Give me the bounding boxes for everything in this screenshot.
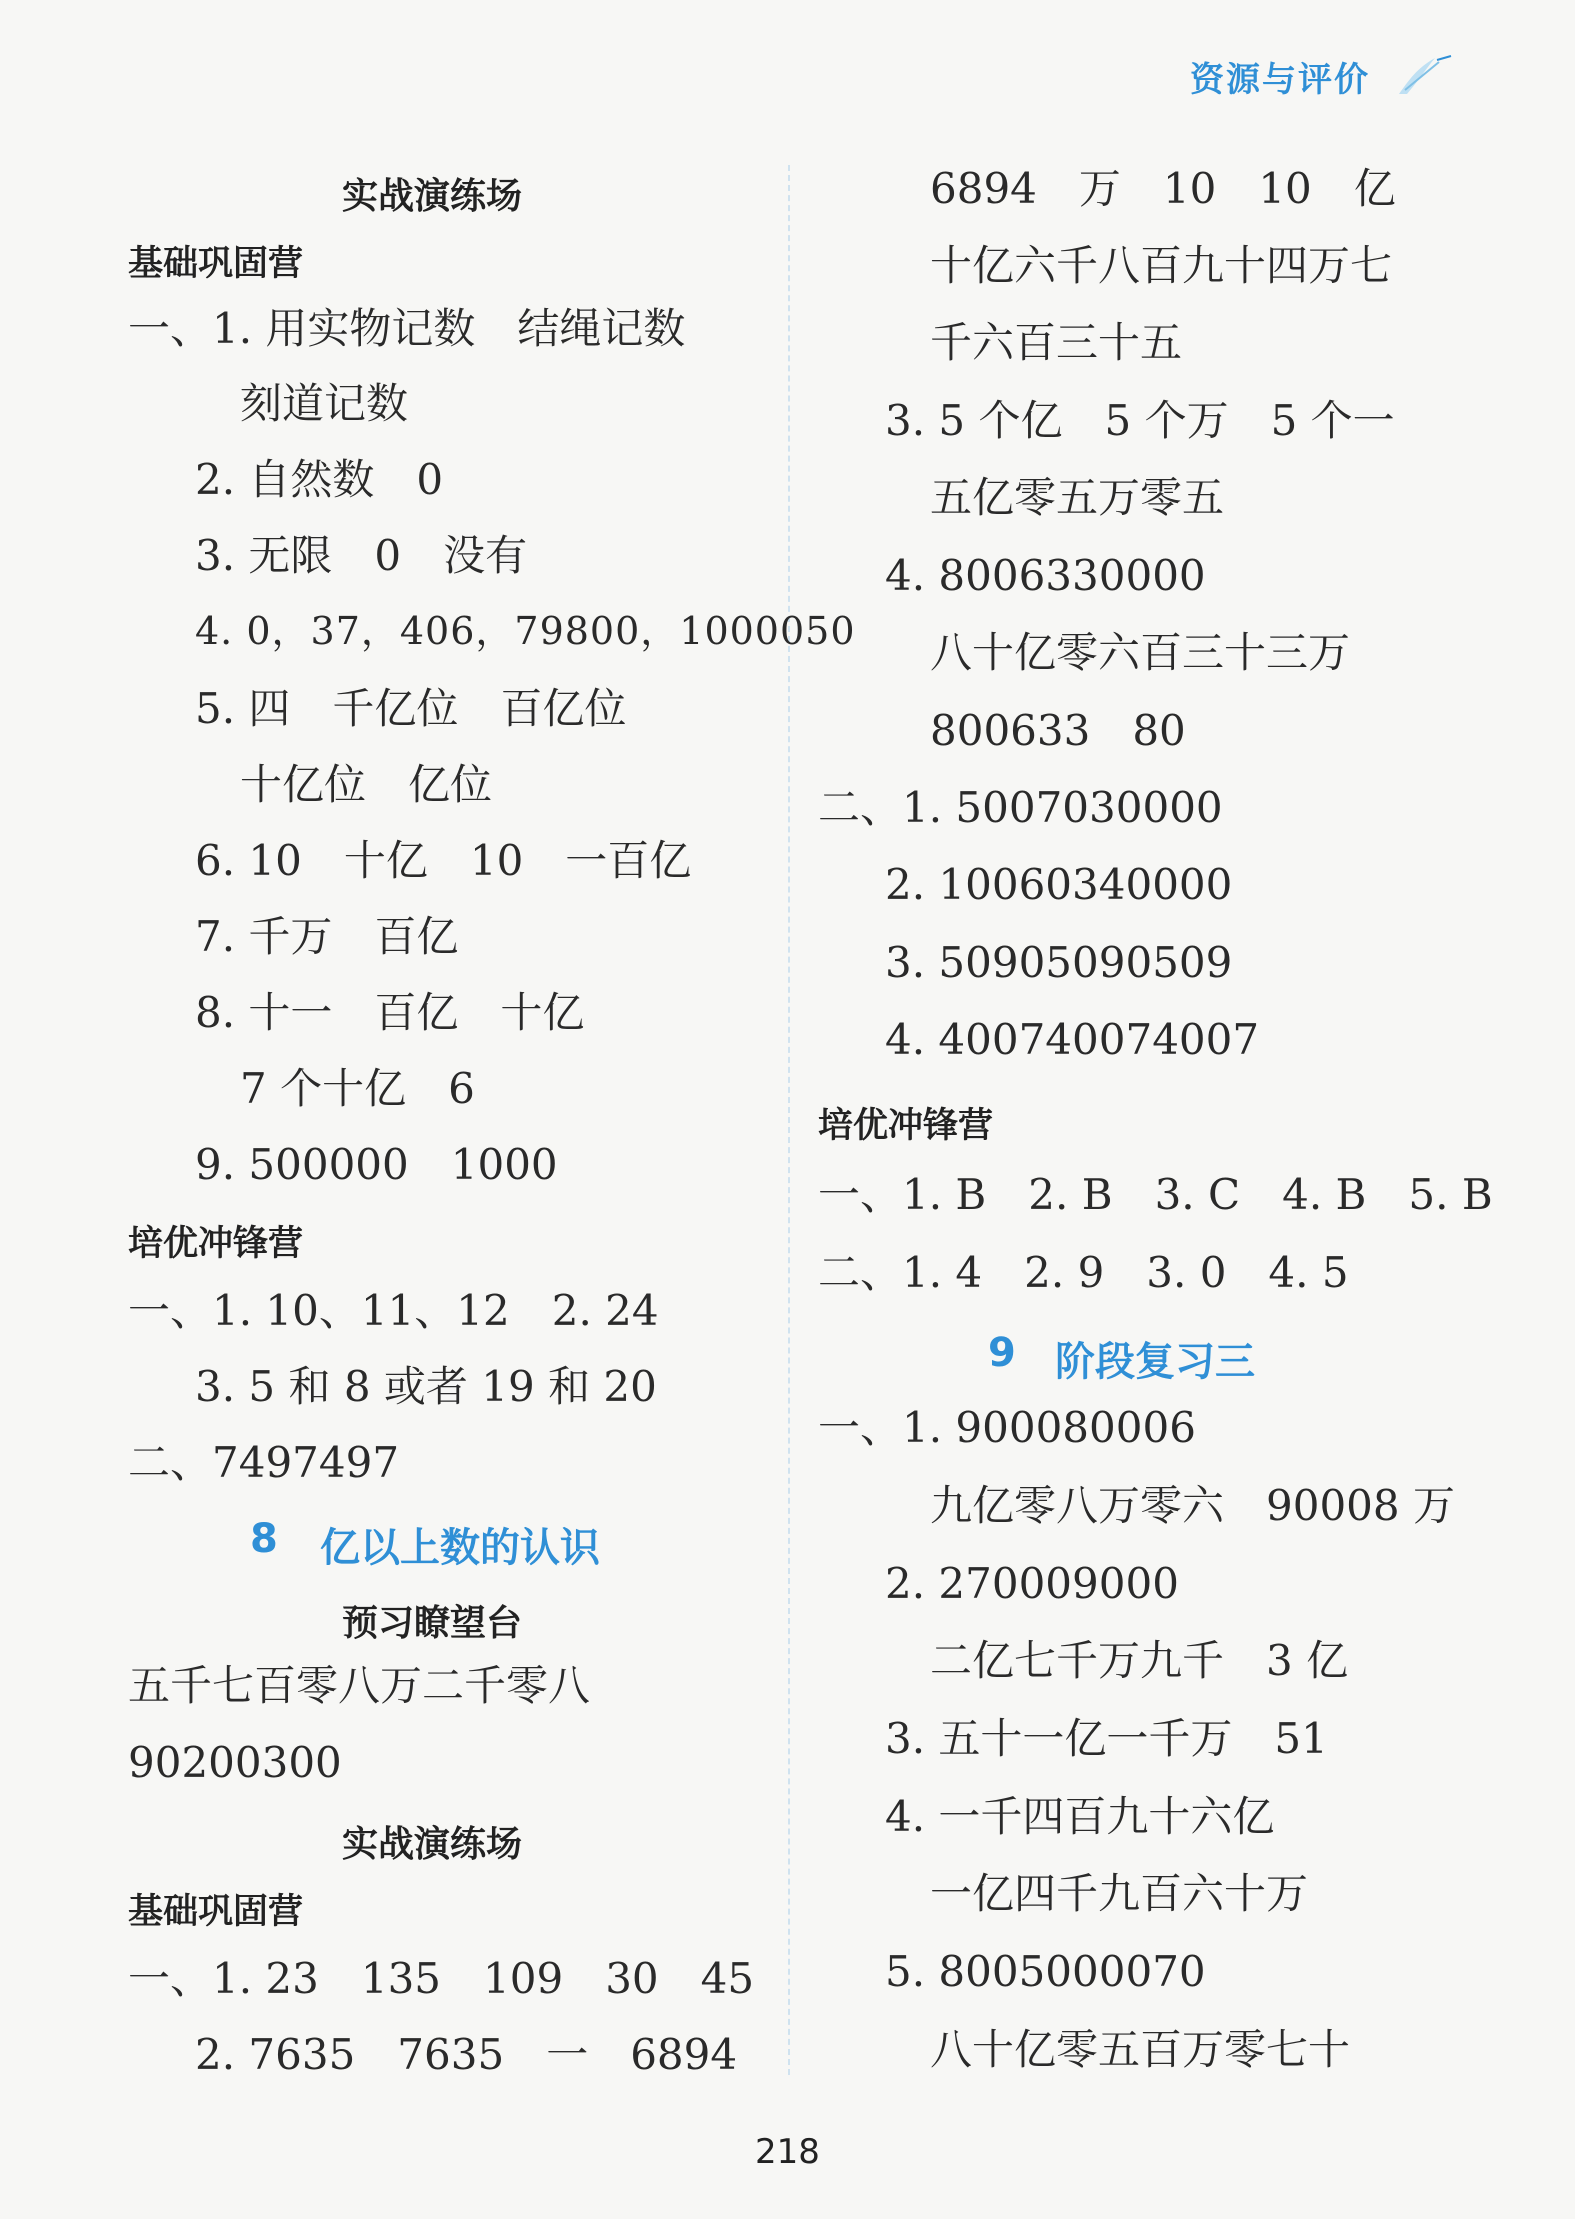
answer-line: 8. 十一 百亿 十亿 [195,988,585,1037]
answer-line: 3. 5 个亿 5 个万 5 个一 [885,396,1395,445]
answer-line: 八十亿零五百万零七十 [930,2025,1351,2074]
answer-line: 刻道记数 [240,379,409,428]
answer-line: 十亿位 亿位 [240,760,493,809]
chapter-number: 9 [988,1330,1016,1376]
answer-line: 五亿零五万零五 [930,473,1225,522]
column-divider [788,165,790,2075]
section-title: 预习瞭望台 [342,1603,523,1644]
subsection-title: 培优冲锋营 [128,1224,304,1264]
answer-line: 3. 无限 0 没有 [195,531,528,580]
answer-line: 5. 四 千亿位 百亿位 [195,684,627,733]
chapter-number: 8 [250,1516,278,1562]
answer-line: 6894 万 10 10 亿 [930,164,1396,213]
answer-line: 9. 500000 1000 [195,1140,558,1189]
answer-line: 2. 270009000 [885,1559,1179,1608]
answer-line: 3. 50905090509 [885,938,1233,987]
answer-line: 4. 8006330000 [885,551,1206,600]
answer-line: 千六百三十五 [930,318,1183,367]
answer-line: 一、1. 10、11、12 2. 24 [128,1286,659,1335]
section-title: 实战演练场 [342,1824,523,1865]
answer-line: 二、1. 5007030000 [818,783,1223,832]
chapter-title: 亿以上数的认识 [320,1525,600,1571]
feather-icon [1395,50,1455,100]
answer-line: 4. 400740074007 [885,1015,1260,1064]
answer-line: 一、1. 用实物记数 结绳记数 [128,304,686,353]
answer-line: 五千七百零八万二千零八 [128,1661,591,1710]
answer-line: 二、1. 4 2. 9 3. 0 4. 5 [818,1248,1349,1297]
answer-line: 一、1. 900080006 [818,1403,1196,1452]
answer-line: 7 个十亿 6 [240,1064,475,1113]
answer-line: 7. 千万 百亿 [195,912,459,961]
answer-line: 800633 80 [930,706,1186,755]
answer-line: 90200300 [128,1738,342,1787]
answer-line: 3. 五十一亿一千万 51 [885,1714,1328,1763]
answer-line: 一、1. B 2. B 3. C 4. B 5. B [818,1170,1493,1219]
subsection-title: 基础巩固营 [128,244,304,284]
subsection-title: 基础巩固营 [128,1892,304,1932]
page-number: 218 [755,2132,820,2172]
answer-line: 八十亿零六百三十三万 [930,628,1351,677]
answer-line: 一、1. 23 135 109 30 45 [128,1954,755,2003]
answer-line: 二亿七千万九千 3 亿 [930,1636,1349,1685]
answer-line: 一亿四千九百六十万 [930,1869,1309,1918]
subsection-title: 培优冲锋营 [818,1106,994,1146]
section-title: 实战演练场 [342,176,523,217]
answer-line: 6. 10 十亿 10 一百亿 [195,836,692,885]
chapter-title: 阶段复习三 [1055,1339,1255,1385]
answer-line: 2. 7635 7635 一 6894 [195,2030,738,2079]
answer-line: 5. 8005000070 [885,1947,1206,1996]
answer-line: 十亿六千八百九十四万七 [930,241,1393,290]
answer-line: 九亿零八万零六 90008 万 [930,1481,1455,1530]
header-tag: 资源与评价 [1190,60,1370,100]
answer-line: 2. 10060340000 [885,860,1233,909]
answer-line: 4. 0，37，406，79800，1000050 [195,609,856,653]
answer-line: 3. 5 和 8 或者 19 和 20 [195,1362,657,1411]
answer-line: 二、7497497 [128,1438,400,1487]
answer-line: 2. 自然数 0 [195,455,444,504]
answer-line: 4. 一千四百九十六亿 [885,1792,1275,1841]
